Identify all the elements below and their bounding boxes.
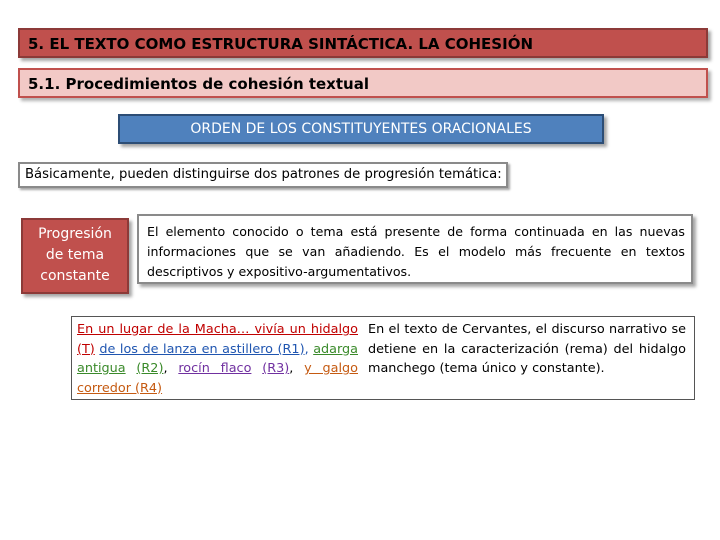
comma-2: ,	[163, 361, 179, 376]
quote-rema-1: de los de lanza en astillero (R1)	[99, 341, 305, 357]
quote-rema-3: rocín flaco	[178, 361, 252, 376]
topic-title: ORDEN DE LOS CONSTITUYENTES ORACIONALES	[190, 121, 532, 137]
pattern-label-line1: Progresión	[38, 226, 112, 242]
intro-box	[18, 162, 508, 188]
example-table	[71, 316, 695, 400]
example-commentary	[362, 317, 694, 399]
subsection-title-bar	[18, 68, 708, 98]
pattern-description-box	[137, 214, 693, 284]
quote-tema: En un lugar de la Macha… vivía un hidalgo	[77, 322, 358, 337]
comma-1: ,	[304, 341, 314, 357]
pattern-label-line3: constante	[40, 268, 110, 284]
topic-title-bar	[118, 114, 604, 144]
intro-text: Básicamente, pueden distinguirse dos patrones de progresión temática:	[25, 167, 502, 182]
pattern-label-line2: de tema	[45, 247, 105, 263]
section-title-bar	[18, 28, 708, 58]
section-title: 5. EL TEXTO COMO ESTRUCTURA SINTÁCTICA. LA COHESIÓN	[28, 35, 533, 53]
pattern-label-box	[21, 218, 129, 294]
example-quote	[72, 317, 362, 399]
commentary-text: En el texto de Cervantes, el discurso narrativo se detiene en la caracterización (rema) del hidalgo manchego (tema único y constante).	[368, 322, 686, 376]
pattern-description: El elemento conocido o tema está presente de forma continuada en las nuevas informaciones que se van añadiendo. Es el modelo más frecuente en textos descriptivos y expositivo-argumentativos.	[147, 224, 685, 279]
comma-3: ,	[289, 361, 305, 376]
quote-rema-3-marker: (R3)	[262, 361, 290, 376]
subsection-title: 5.1. Procedimientos de cohesión textual	[28, 75, 369, 93]
quote-rema-2-marker: (R2)	[136, 361, 164, 376]
quote-tema-marker: (T)	[77, 341, 95, 357]
quote-rema-2: adarga antigua	[77, 341, 358, 376]
quote-rema-4: y galgo corredor (R4)	[77, 361, 358, 396]
